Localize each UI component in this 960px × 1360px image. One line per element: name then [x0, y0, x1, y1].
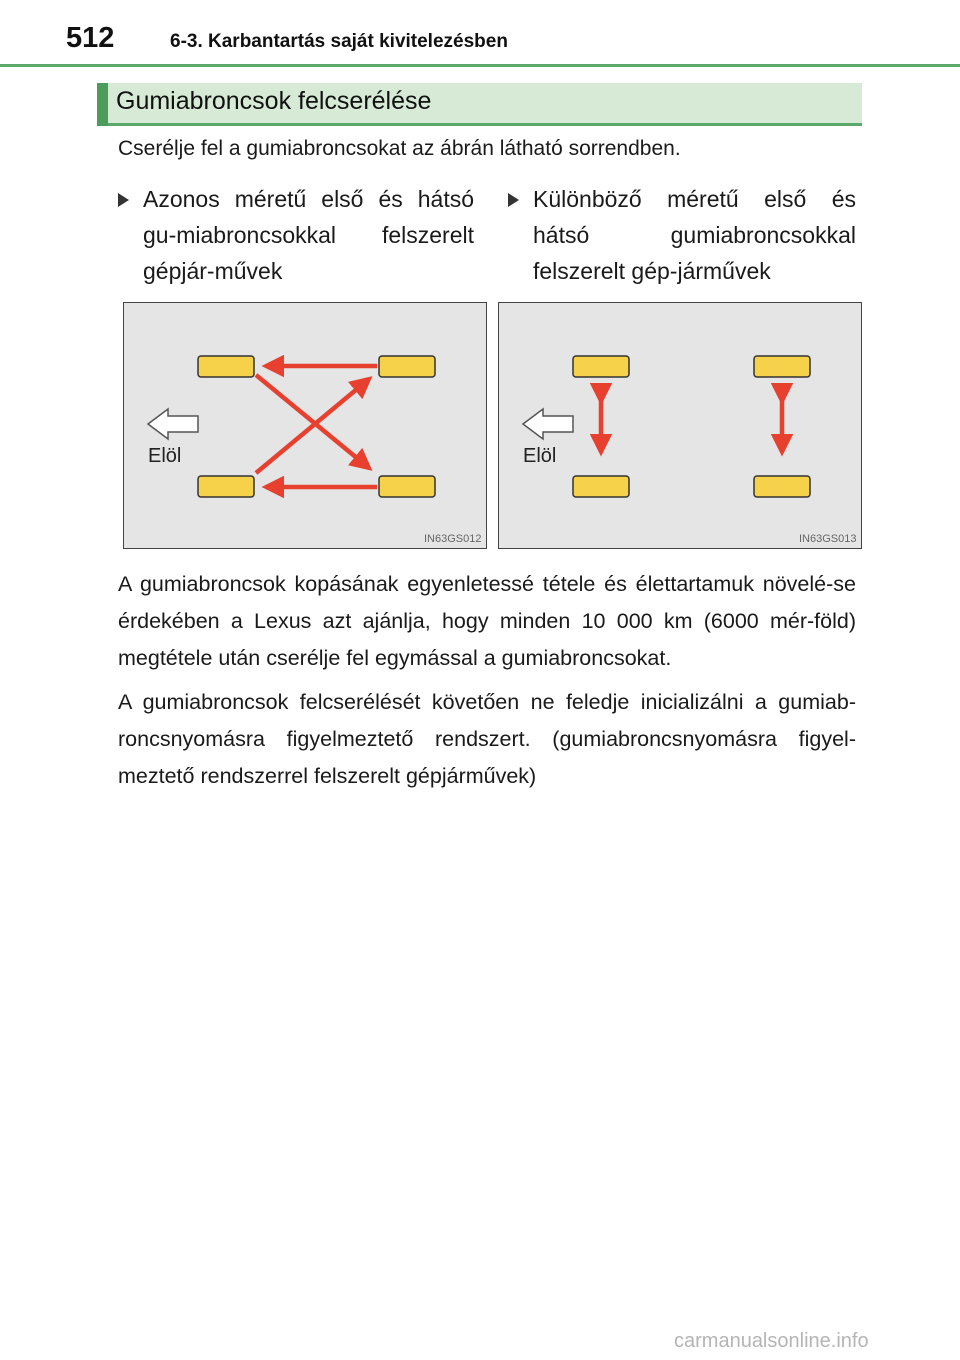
front-direction-arrow-icon	[148, 409, 198, 439]
section-heading	[97, 83, 862, 126]
section-title: Gumiabroncsok felcserélése	[116, 87, 432, 115]
figure-code: IN63GS012	[424, 533, 482, 545]
bullet-text: Azonos méretű első és hátsó gu-miabroncsokkal felszerelt gépjár-művek	[143, 186, 474, 284]
front-label: Elöl	[148, 445, 182, 467]
bullet-different-size	[508, 181, 856, 289]
bullet-text: Különböző méretű első és hátsó gumiabroncsokkal felszerelt gép-járművek	[533, 186, 856, 284]
tpms-reset-paragraph: A gumiabroncsok felcserélését követően ne feledje inicializálni a gumiab-roncsnyomásra figyelmeztető rendszert. (gumiabroncsnyomásra figyel-meztető rendszerrel felszerelt gépjárművek)	[118, 690, 856, 788]
rotation-diagram-vertical	[498, 302, 862, 549]
cross-rotation-graphic	[124, 303, 488, 550]
arrow-diagonal-up	[256, 379, 369, 473]
watermark: carmanualsonline.info	[674, 1330, 869, 1352]
header-divider	[0, 64, 960, 67]
tire-rear-left	[198, 476, 254, 497]
vertical-rotation-graphic	[499, 303, 863, 550]
tire-rear-right	[379, 476, 435, 497]
front-direction-arrow-icon	[523, 409, 573, 439]
rotation-interval-paragraph: A gumiabroncsok kopásának egyenletessé tétele és élettartamuk növelé-se érdekében a Lexus azt ajánlja, hogy minden 10 000 km (6000 mér-föld) megtétele után cserélje fel egymással a gumiabroncsokat.	[118, 572, 856, 670]
tire-front-left	[198, 356, 254, 377]
section-heading-bar	[97, 83, 108, 126]
intro-text: Cserélje fel a gumiabroncsokat az ábrán látható sorrendben.	[118, 137, 681, 160]
chapter-title: 6-3. Karbantartás saját kivitelezésben	[170, 31, 508, 52]
bullet-same-size	[118, 181, 474, 289]
bullet-triangle-icon	[508, 193, 519, 207]
tire-rear-left	[573, 476, 629, 497]
figure-code: IN63GS013	[799, 533, 857, 545]
rotation-diagram-cross	[123, 302, 487, 549]
tire-front-right	[379, 356, 435, 377]
tire-front-left	[573, 356, 629, 377]
tire-front-right	[754, 356, 810, 377]
tire-rear-right	[754, 476, 810, 497]
arrow-diagonal-down	[256, 375, 369, 468]
page-number: 512	[66, 22, 115, 54]
front-label: Elöl	[523, 445, 557, 467]
bullet-triangle-icon	[118, 193, 129, 207]
page-header	[0, 0, 960, 70]
